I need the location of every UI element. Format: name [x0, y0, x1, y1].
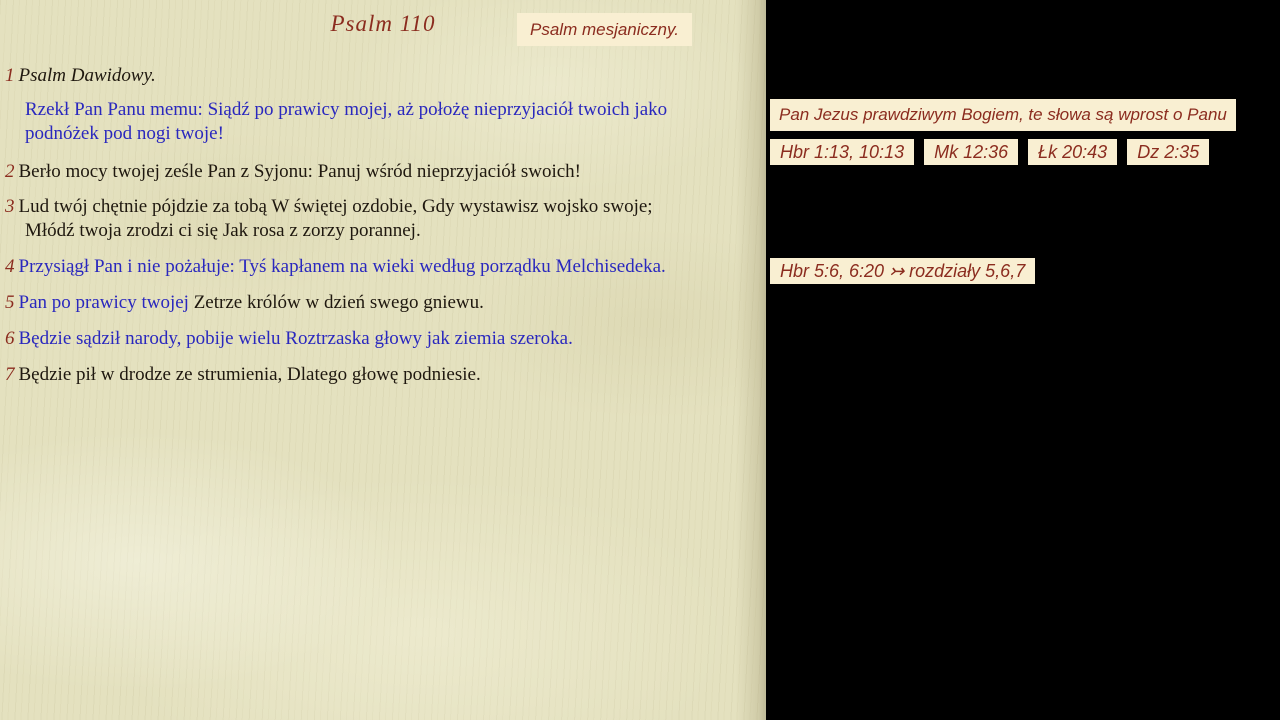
verse-number: 2 — [5, 161, 15, 182]
verse-4 — [5, 255, 757, 279]
verse-5 — [5, 291, 757, 315]
verse-text-segment: Lud twój chętnie pójdzie za tobą W świętej ozdobie, Gdy wystawisz wojsko swoje; — [18, 196, 653, 217]
verse-2 — [5, 160, 757, 184]
verse-number: 1 — [5, 65, 15, 86]
verse-list — [5, 64, 757, 399]
verse-7 — [5, 363, 757, 387]
verse-text-segment: podnóżek pod nogi twoje! — [25, 123, 224, 144]
verse-1-quote — [5, 98, 757, 146]
verse-text-segment: Berło mocy twojej ześle Pan z Syjonu: Panuj wśród nieprzyjaciół swoich! — [18, 161, 581, 182]
verse-number: 7 — [5, 364, 15, 385]
verse-number: 4 — [5, 256, 15, 277]
annotation-headline: Pan Jezus prawdziwym Bogiem, te słowa są wprost o Panu — [770, 99, 1236, 131]
verse-text-segment: Przysiągł Pan i nie pożałuje: Tyś kapłanem na wieki według porządku Melchisedeka. — [18, 256, 666, 277]
verse-text-segment: Będzie pił w drodze ze strumienia, Dlatego głowę podniesie. — [18, 364, 481, 385]
verse-6 — [5, 327, 757, 351]
annotation-panel — [766, 0, 1280, 720]
verse-text-segment: Młódź twoja zrodzi ci się Jak rosa z zorzy porannej. — [25, 220, 421, 241]
annotation-note: Hbr 5:6, 6:20 ↣ rozdziały 5,6,7 — [770, 258, 1035, 284]
verse-1-heading — [5, 64, 757, 88]
verse-text-segment: Psalm Dawidowy. — [18, 65, 156, 86]
verse-text-segment: Zetrze królów w dzień swego gniewu. — [193, 292, 484, 313]
reference-row — [770, 139, 1209, 165]
reference-mk: Mk 12:36 — [924, 139, 1018, 165]
psalm-type-label: Psalm mesjaniczny. — [517, 13, 692, 46]
verse-number: 5 — [5, 292, 15, 313]
verse-number: 6 — [5, 328, 15, 349]
verse-text-segment: Pan po prawicy twojej — [18, 292, 194, 313]
verse-3 — [5, 195, 757, 243]
verse-text-segment: Będzie sądził narody, pobije wielu Roztrzaska głowy jak ziemia szeroka. — [18, 328, 573, 349]
verse-text-segment: Rzekł Pan Panu memu: Siądź po prawicy mojej, aż położę nieprzyjaciół twoich jako — [25, 99, 668, 120]
reference-hbr: Hbr 1:13, 10:13 — [770, 139, 914, 165]
verse-number: 3 — [5, 196, 15, 217]
slide-title: Psalm 110 — [330, 11, 436, 36]
reference-dz: Dz 2:35 — [1127, 139, 1209, 165]
reference-lk: Łk 20:43 — [1028, 139, 1117, 165]
